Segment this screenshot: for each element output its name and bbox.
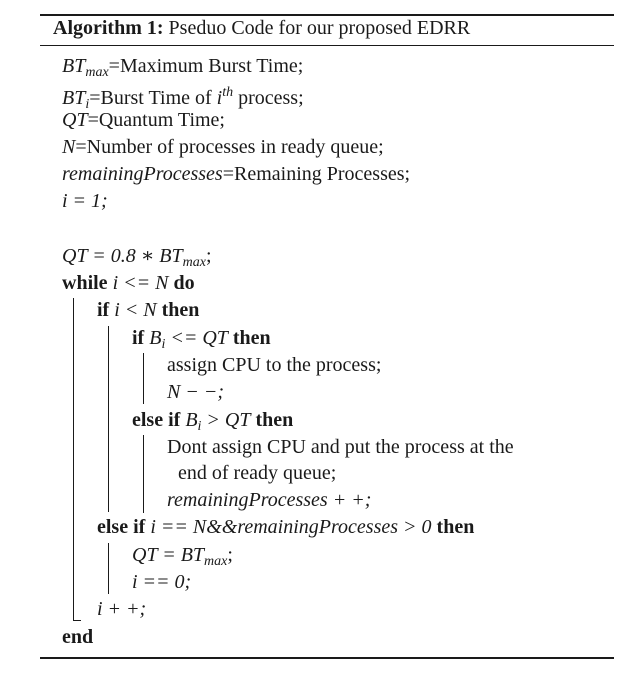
if-line-1 — [97, 298, 199, 322]
def-i — [62, 189, 108, 213]
condition: i < N — [114, 299, 157, 321]
def-text: =Burst Time of — [89, 87, 217, 109]
while-block-tick — [73, 620, 81, 621]
i-increment-line — [97, 597, 146, 621]
statement: N − −; — [167, 381, 224, 403]
def-sub: i — [85, 97, 90, 112]
statement: end of ready queue; — [178, 462, 337, 484]
i-reset-line — [132, 570, 191, 594]
statement: assign CPU to the process; — [167, 354, 382, 376]
keyword: while — [62, 272, 108, 294]
def-math: i — [216, 87, 223, 109]
def-var: BT — [62, 87, 86, 109]
def-remaining — [62, 162, 410, 186]
def-text: =Maximum Burst Time; — [108, 55, 304, 77]
keyword: else if — [97, 516, 146, 538]
def-sup: th — [222, 85, 234, 100]
math-sub: max — [182, 255, 206, 270]
math-expr: QT = BT — [132, 544, 205, 566]
def-text: =Remaining Processes; — [222, 163, 411, 185]
math-end: ; — [227, 544, 233, 566]
keyword: if — [132, 327, 145, 349]
math-sub: max — [204, 554, 228, 569]
condition-sub: i — [161, 337, 166, 352]
condition: i <= N — [112, 272, 169, 294]
while-block-line — [73, 298, 74, 621]
def-n — [62, 135, 384, 159]
bottom-rule — [40, 657, 614, 659]
keyword: then — [255, 409, 294, 431]
remaining-increment-line — [167, 488, 371, 512]
dont-assign-line-2 — [178, 461, 336, 485]
keyword: else if — [132, 409, 181, 431]
keyword: then — [436, 516, 475, 538]
def-text: =Number of processes in ready queue; — [75, 136, 384, 158]
def-var: BT — [62, 55, 86, 77]
caption-label: Algorithm 1: — [53, 17, 164, 39]
algorithm-caption — [53, 16, 470, 40]
condition: i == N&&remainingProcesses > 0 — [150, 516, 432, 538]
condition: B — [149, 327, 162, 349]
end-line — [62, 625, 93, 649]
condition: > QT — [201, 409, 251, 431]
def-text: =Quantum Time; — [87, 109, 225, 131]
elseif1-block-line — [143, 435, 144, 513]
if2-block-line — [143, 353, 144, 404]
def-math: i = 1; — [62, 190, 108, 212]
keyword: then — [232, 327, 271, 349]
caption-rule — [40, 45, 614, 46]
condition: B — [185, 409, 198, 431]
condition-sub: i — [197, 419, 202, 434]
else-if-line-2 — [97, 515, 474, 539]
assign-line — [167, 353, 381, 377]
def-rest: process; — [233, 87, 304, 109]
statement: i + +; — [97, 598, 147, 620]
while-line — [62, 271, 195, 295]
condition: <= QT — [165, 327, 228, 349]
statement: i == 0; — [132, 571, 192, 593]
def-var: QT — [62, 109, 88, 131]
math-end: ; — [205, 245, 212, 267]
def-qt — [62, 108, 225, 132]
statement: Dont assign CPU and put the process at the — [167, 436, 514, 458]
keyword: end — [62, 626, 94, 648]
statement: remainingProcesses + +; — [167, 489, 372, 511]
keyword: do — [173, 272, 195, 294]
def-sub: max — [85, 65, 109, 80]
elseif2-block-line — [108, 543, 109, 594]
math-expr: QT = 0.8 ∗ BT — [62, 245, 183, 267]
n-decrement-line — [167, 380, 224, 404]
caption-title: Pseduo Code for our proposed EDRR — [168, 17, 471, 39]
dont-assign-line-1 — [167, 435, 514, 459]
keyword: then — [161, 299, 200, 321]
def-var: N — [62, 136, 76, 158]
keyword: if — [97, 299, 110, 321]
def-var: remainingProcesses — [62, 163, 223, 185]
if1-block-line — [108, 326, 109, 512]
